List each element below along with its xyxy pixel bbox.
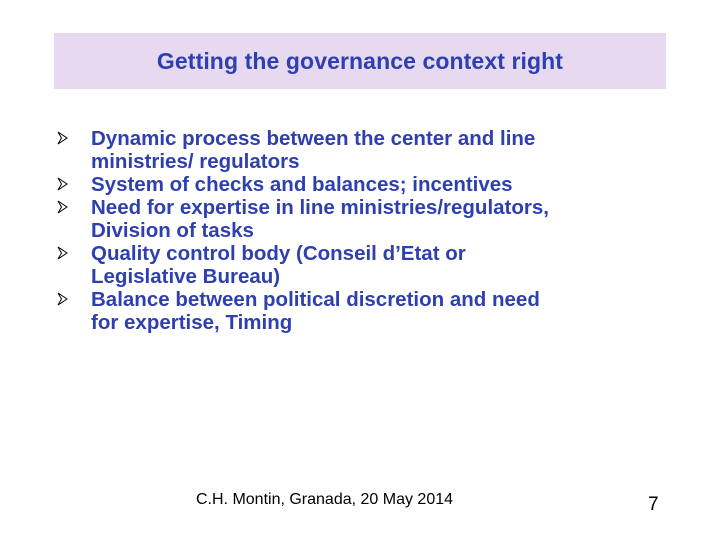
arrowhead-bullet-icon bbox=[57, 177, 68, 191]
bullet-line: System of checks and balances; incentives bbox=[91, 173, 513, 196]
arrowhead-bullet-icon bbox=[57, 246, 68, 260]
bullet-item bbox=[79, 242, 659, 288]
bullet-line: Division of tasks bbox=[91, 219, 254, 242]
bullet-line: Balance between political discretion and need bbox=[91, 288, 540, 311]
bullet-line: Quality control body (Conseil d’Etat or bbox=[91, 242, 466, 265]
bullet-line: Legislative Bureau) bbox=[91, 265, 281, 288]
bullet-list bbox=[79, 127, 659, 334]
bullet-line: ministries/ regulators bbox=[91, 150, 300, 173]
slide-title: Getting the governance context right bbox=[156, 47, 564, 74]
bullet-item bbox=[79, 196, 659, 242]
page-number: 7 bbox=[648, 494, 659, 515]
arrowhead-bullet-icon bbox=[57, 292, 68, 306]
bullet-item bbox=[79, 173, 659, 196]
arrowhead-bullet-icon bbox=[57, 200, 68, 214]
bullet-item bbox=[79, 127, 659, 173]
bullet-line: Dynamic process between the center and line bbox=[91, 127, 536, 150]
arrowhead-bullet-icon bbox=[57, 131, 68, 145]
title-banner bbox=[54, 33, 666, 89]
slide-footer: C.H. Montin, Granada, 20 May 2014 bbox=[196, 491, 454, 508]
bullet-line: Need for expertise in line ministries/regulators, bbox=[91, 196, 549, 219]
bullet-item bbox=[79, 288, 659, 334]
bullet-line: for expertise, Timing bbox=[91, 311, 293, 334]
